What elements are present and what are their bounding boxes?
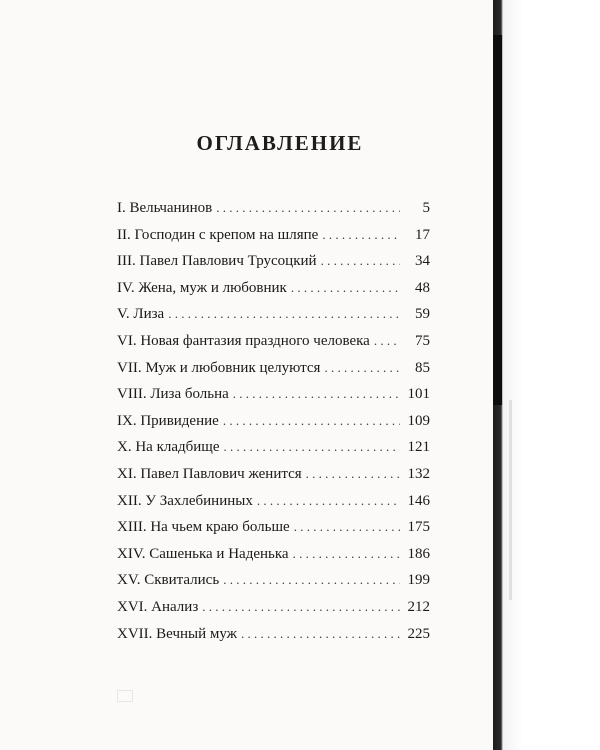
toc-entry-title: XI. Павел Павлович женится — [117, 465, 302, 482]
toc-entry — [117, 333, 430, 360]
toc-entry — [117, 439, 430, 466]
toc-entry-title: XIII. На чьем краю больше — [117, 519, 290, 536]
toc-entry-title: IX. Привидение — [117, 412, 219, 429]
dot-leader — [223, 572, 400, 588]
toc-entry-title: VIII. Лиза больна — [117, 386, 229, 403]
toc-entry-title: XV. Сквитались — [117, 572, 220, 589]
toc-entry-title: V. Лиза — [117, 306, 165, 323]
dot-leader — [224, 439, 400, 455]
toc-entry-page-number: 109 — [407, 412, 430, 429]
dot-leader — [322, 227, 400, 243]
toc-entry — [117, 519, 430, 546]
toc-entry — [117, 493, 430, 520]
toc-entry — [117, 227, 430, 254]
dot-leader — [294, 519, 400, 535]
toc-entry-page-number: 5 — [422, 200, 430, 216]
toc-entry-page-number: 85 — [415, 359, 430, 376]
table-of-contents — [117, 200, 430, 652]
toc-entry-page-number: 59 — [415, 306, 430, 323]
toc-entry — [117, 572, 430, 599]
print-mark — [117, 690, 133, 702]
dot-leader — [223, 413, 400, 429]
toc-entry — [117, 360, 430, 387]
toc-entry — [117, 200, 430, 227]
toc-entry — [117, 466, 430, 493]
toc-entry-page-number: 175 — [407, 519, 430, 536]
dot-leader — [233, 386, 400, 402]
toc-entry-page-number: 186 — [407, 545, 430, 562]
page-title: ОГЛАВЛЕНИЕ — [196, 131, 364, 155]
toc-entry-page-number: 17 — [415, 226, 430, 243]
toc-entry — [117, 626, 430, 653]
dot-leader — [374, 333, 400, 349]
toc-entry-title: XVI. Анализ — [117, 598, 199, 615]
toc-entry-title: I. Вельчанинов — [117, 200, 213, 216]
toc-entry-page-number: 132 — [407, 465, 430, 482]
toc-entry — [117, 386, 430, 413]
toc-entry — [117, 306, 430, 333]
toc-entry — [117, 546, 430, 573]
dot-leader — [306, 466, 400, 482]
toc-entry-page-number: 212 — [407, 598, 430, 615]
toc-entry-title: VI. Новая фантазия праздного человека — [117, 332, 370, 349]
dot-leader — [241, 626, 400, 642]
toc-entry-title: XII. У Захлебининых — [117, 492, 253, 509]
toc-entry-title: IV. Жена, муж и любовник — [117, 279, 287, 296]
toc-entry — [117, 253, 430, 280]
toc-entry-page-number: 34 — [415, 253, 430, 270]
toc-entry-title: X. На кладбище — [117, 439, 220, 456]
toc-entry-page-number: 225 — [407, 625, 430, 642]
toc-entry-title: XIV. Сашенька и Наденька — [117, 545, 289, 562]
toc-entry — [117, 599, 430, 626]
dot-leader — [257, 493, 400, 509]
toc-entry-page-number: 75 — [415, 332, 430, 349]
toc-entry-title: II. Господин с крепом на шляпе — [117, 226, 319, 243]
toc-entry-page-number: 101 — [407, 386, 430, 403]
toc-entry-page-number: 48 — [415, 279, 430, 296]
toc-entry-title: VII. Муж и любовник целуются — [117, 359, 321, 376]
toc-entry-title: XVII. Вечный муж — [117, 625, 238, 642]
toc-entry — [117, 280, 430, 307]
dot-leader — [291, 280, 400, 296]
dot-leader — [216, 200, 400, 216]
toc-entry — [117, 413, 430, 440]
toc-entry-title: III. Павел Павлович Трусоцкий — [117, 253, 317, 270]
dot-leader — [321, 253, 400, 269]
toc-entry-page-number: 199 — [407, 572, 430, 589]
dot-leader — [324, 360, 400, 376]
toc-entry-page-number: 146 — [407, 492, 430, 509]
toc-entry-page-number: 121 — [407, 439, 430, 456]
dot-leader — [202, 599, 400, 615]
dot-leader — [168, 306, 400, 322]
dot-leader — [293, 546, 400, 562]
page-edge-shadow — [493, 0, 600, 750]
